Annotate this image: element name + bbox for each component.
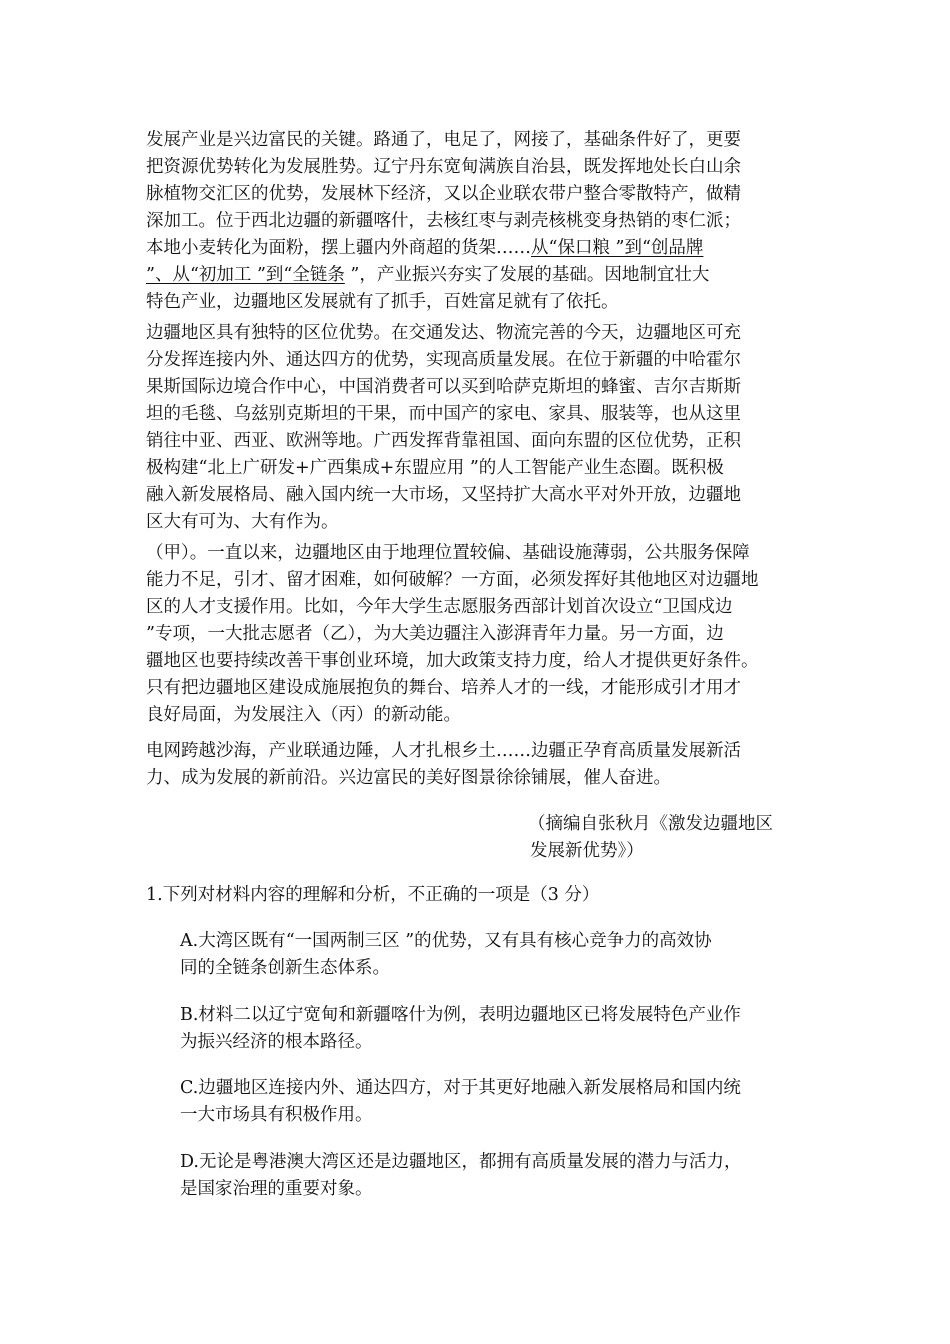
text-line: 融入新发展格局、融入国内统一大市场，又坚持扩大高水平对外开放，边疆地 [146,485,741,505]
paragraph-industry [146,127,806,316]
text-line: （甲）。一直以来，边疆地区由于地理位置较偏、基础设施薄弱，公共服务保障 [146,543,750,563]
underlined-text: 从“保口粮 ”到“创品牌 [531,238,704,258]
text-line: 只有把边疆地区建设成施展抱负的舞台、培养人才的一线，才能形成引才用才 [146,678,741,698]
text-line: 边疆地区具有独特的区位优势。在交通发达、物流完善的今天，边疆地区可充 [146,323,741,343]
text-line: 脉植物交汇区的优势，发展林下经济，又以企业联农带户整合零散特产，做精 [146,184,741,204]
question-text: 1.下列对材料内容的理解和分析，不正确的一项是（3 分） [146,885,600,905]
text-line: 分发挥连接内外、通达四方的优势，实现高质量发展。在位于新疆的中哈霍尔 [146,350,741,370]
text-line: 坦的毛毯、乌兹别克斯坦的干果，而中国产的家电、家具、服装等，也从这里 [146,404,741,424]
underlined-text: ”、从“初加工 ”到“全链条 [146,265,345,285]
text-line: 能力不足，引才、留才困难，如何破解？一方面，必须发挥好其他地区对边疆地 [146,570,759,590]
text-line: 极构建“北上广研发+广西集成+东盟应用 ”的人工智能产业生态圈。既积极 [146,458,724,478]
text-line: 疆地区也要持续改善干事创业环境，加大政策支持力度，给人才提供更好条件。 [146,651,759,671]
text-line: 电网跨越沙海，产业联通边陲，人才扎根乡土……边疆正孕育高质量发展新活 [146,741,741,761]
text-segment: ”，产业振兴夯实了发展的基础。因地制宜壮大 [344,265,710,285]
option-line: 一大市场具有积极作用。 [180,1105,373,1125]
text-line: 发展产业是兴边富民的关键。路通了，电足了，网接了，基础条件好了，更要 [146,130,741,150]
option-line: B.材料二以辽宁宽甸和新疆喀什为例，表明边疆地区已将发展特色产业作 [180,1005,741,1025]
text-line [146,235,806,262]
source-attribution [528,811,808,865]
text-line [146,262,806,289]
paragraph-conclusion [146,738,806,792]
text-line: 特色产业，边疆地区发展就有了抓手，百姓富足就有了依托。 [146,292,619,312]
option-line: 同的全链条创新生态体系。 [180,958,390,978]
option-b [180,1002,806,1056]
text-line: 果斯国际边境合作中心，中国消费者可以买到哈萨克斯坦的蜂蜜、吉尔吉斯斯 [146,377,741,397]
option-line: A.大湾区既有“一国两制三区 ”的优势，又有具有核心竞争力的高效协 [180,931,712,951]
text-line: 力、成为发展的新前沿。兴边富民的美好图景徐徐铺展，催人奋进。 [146,768,671,788]
text-line: ”专项，一大批志愿者（乙），为大美边疆注入澎湃青年力量。另一方面，边 [146,624,724,644]
option-c [180,1075,806,1129]
text-line: 把资源优势转化为发展胜势。辽宁丹东宽甸满族自治县，既发挥地处长白山余 [146,157,741,177]
source-line: 发展新优势》） [530,841,644,861]
paragraph-location [146,320,806,536]
option-d [180,1149,806,1203]
text-line: 销往中亚、西亚、欧洲等地。广西发挥背靠祖国、面向东盟的区位优势，正积 [146,431,741,451]
option-a [180,928,806,982]
text-line: 良好局面，为发展注入（丙）的新动能。 [146,705,461,725]
option-line: 为振兴经济的根本路径。 [180,1032,373,1052]
text-segment: 本地小麦转化为面粉，摆上疆内外商超的货架…… [146,238,531,258]
option-line: 是国家治理的重要对象。 [180,1179,373,1199]
question-stem [146,882,806,909]
text-line: 区大有可为、大有作为。 [146,512,339,532]
text-line: 深加工。位于西北边疆的新疆喀什，去核红枣与剥壳核桃变身热销的枣仁派； [146,211,741,231]
text-line: 区的人才支援作用。比如，今年大学生志愿服务西部计划首次设立“卫国戍边 [146,597,733,617]
paragraph-talent [146,540,806,729]
source-line: （摘编自张秋月《激发边疆地区 [528,814,773,834]
option-line: C.边疆地区连接内外、通达四方，对于其更好地融入新发展格局和国内统 [180,1078,741,1098]
option-line: D.无论是粤港澳大湾区还是边疆地区，都拥有高质量发展的潜力与活力， [180,1152,742,1172]
